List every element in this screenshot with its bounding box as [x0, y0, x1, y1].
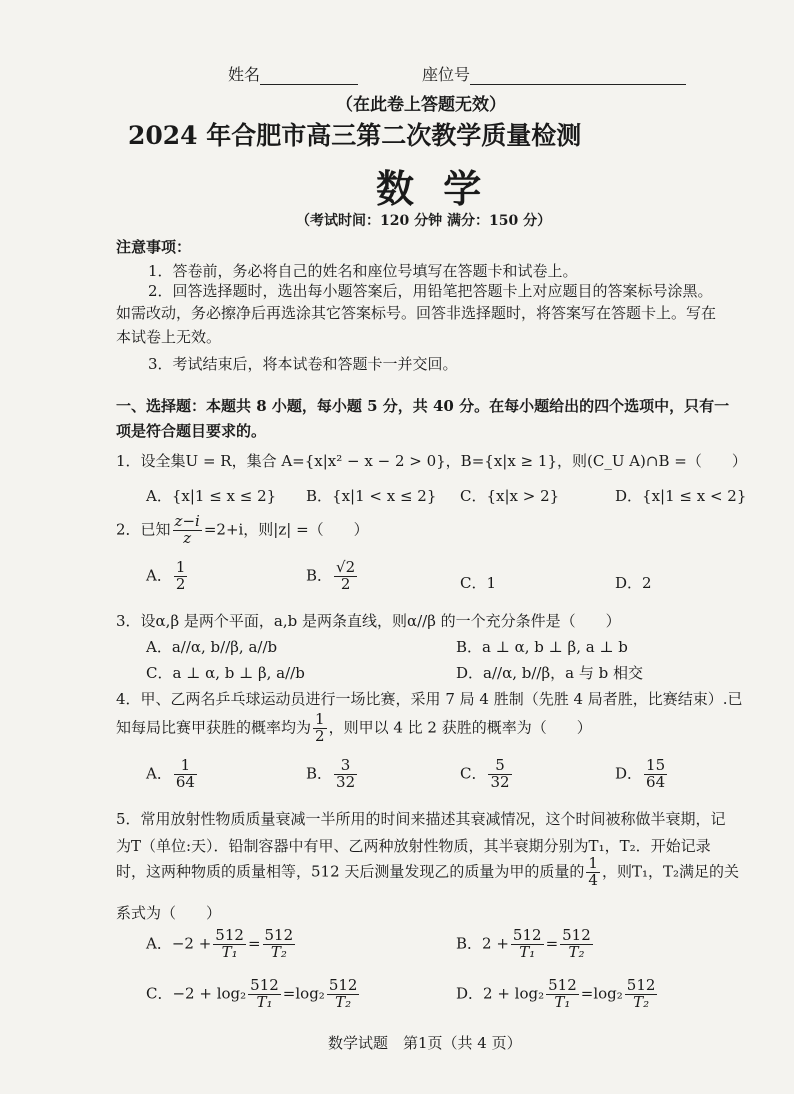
- option-label: B．: [306, 764, 333, 783]
- equals-sign: =: [545, 934, 559, 953]
- option-label: A．: [146, 934, 172, 953]
- no-answer-note: （在此卷上答题无效）: [336, 95, 506, 115]
- fraction-denominator: T₂: [633, 992, 650, 1011]
- equals-sign: =: [247, 934, 261, 953]
- question-4-line-2-post: ，则甲以 4 比 2 获胜的概率为（ ）: [328, 718, 592, 737]
- question-2-option-a: [146, 560, 189, 593]
- option-label: D．: [615, 764, 643, 783]
- option-fraction: [174, 560, 188, 593]
- question-2-stem-pre: 2．已知: [116, 520, 171, 539]
- question-3-option-d: D．a//α, b//β，a 与 b 相交: [456, 664, 643, 682]
- notice-item-3: 3．考试结束后，将本试卷和答题卡一并交回。: [148, 355, 458, 373]
- question-2-option-c: C．1: [460, 574, 497, 592]
- option-label: C．: [146, 984, 173, 1003]
- log-symbol: log₂: [593, 984, 623, 1003]
- question-2-option-b: [306, 560, 359, 593]
- seat-field: [422, 62, 686, 85]
- option-fraction: [334, 560, 357, 593]
- option-fraction: [644, 758, 667, 791]
- option-prefix: −2 + log₂: [172, 984, 247, 1003]
- fraction-denominator: 32: [490, 772, 510, 791]
- question-2-stem-post: =2+i，则|z| =（ ）: [203, 520, 369, 539]
- question-1-option-a: A．{x|1 ≤ x ≤ 2}: [146, 487, 277, 505]
- question-5-option-d: [456, 978, 659, 1011]
- question-5-line-3-post: ，则T₁，T₂满足的关: [601, 862, 739, 881]
- question-3-option-a: A．a//α, b//β, a//b: [146, 638, 278, 656]
- question-3-option-c: C．a ⊥ α, b ⊥ β, a//b: [146, 664, 305, 682]
- question-4-line-2: [116, 712, 592, 745]
- fraction-numerator: 3: [334, 758, 357, 775]
- option-fraction: [488, 758, 511, 791]
- fraction-numerator: z−i: [174, 512, 200, 530]
- question-2-fraction: [173, 514, 202, 547]
- fraction-numerator: 512: [250, 976, 279, 994]
- fraction-numerator: 15: [646, 756, 666, 774]
- fraction-denominator: T₁: [221, 942, 238, 961]
- equals-sign: =: [580, 984, 594, 1003]
- option-fraction: [174, 758, 197, 791]
- option-fraction: [334, 758, 357, 791]
- fraction-numerator: 1: [174, 758, 197, 775]
- fraction-denominator: 64: [175, 772, 195, 791]
- fraction-denominator: 2: [315, 726, 325, 745]
- question-5-line-3: [116, 856, 739, 889]
- fraction-numerator: 512: [548, 976, 577, 994]
- option-label: A．: [146, 764, 172, 783]
- option-fraction-left: [546, 978, 579, 1011]
- seat-label: 座位号: [422, 65, 471, 84]
- subject-title: 数 学: [376, 166, 490, 211]
- question-4-line-2-pre: 知每局比赛甲获胜的概率均为: [116, 718, 312, 737]
- fraction-denominator: T₂: [270, 942, 287, 961]
- question-1-option-c: C．{x|x > 2}: [460, 487, 560, 505]
- option-fraction-right: [263, 928, 296, 961]
- fraction-denominator: 4: [588, 870, 598, 889]
- notice-item-2-cont: 如需改动，务必擦净后再选涂其它答案标号。回答非选择题时，将答案写在答题卡上。写在: [116, 304, 717, 322]
- fraction-numerator: √2: [336, 558, 356, 576]
- fraction-denominator: 64: [646, 772, 666, 791]
- option-label: D．: [456, 984, 484, 1003]
- option-label: B．: [456, 934, 483, 953]
- question-4-option-a: [146, 758, 199, 791]
- fraction-denominator: 2: [175, 574, 186, 593]
- fraction-numerator: 1: [175, 558, 186, 576]
- fraction-denominator: T₂: [335, 992, 352, 1011]
- question-5-option-a: [146, 928, 297, 961]
- question-5-option-b: [456, 928, 595, 961]
- question-5-line-4: 系式为（ ）: [116, 904, 222, 922]
- option-label: A．: [146, 566, 172, 585]
- question-4-option-c: [460, 758, 514, 791]
- fraction-denominator: 2: [340, 574, 351, 593]
- fraction-denominator: 32: [336, 772, 356, 791]
- option-fraction-right: [560, 928, 593, 961]
- fraction-denominator: T₁: [519, 942, 536, 961]
- option-fraction-left: [213, 928, 246, 961]
- fraction-denominator: z: [183, 528, 192, 547]
- option-fraction-left: [248, 978, 281, 1011]
- equals-sign: =: [282, 984, 296, 1003]
- fraction-numerator: 5: [488, 758, 511, 775]
- fraction-numerator: 512: [626, 976, 656, 994]
- option-prefix: −2 +: [171, 934, 212, 953]
- question-2-option-d: D．2: [615, 574, 652, 592]
- fraction-numerator: 1: [588, 854, 598, 872]
- option-fraction-left: [511, 928, 544, 961]
- time-info: （考试时间：120 分钟 满分：150 分）: [296, 213, 552, 229]
- question-4-line-1: 4．甲、乙两名乒乓球运动员进行一场比赛，采用 7 局 4 胜制（先胜 4 局者胜，比赛结束）.已: [116, 690, 743, 708]
- fraction-numerator: 1: [315, 710, 325, 728]
- exam-title: 2024 年合肥市高三第二次教学质量检测: [128, 121, 582, 150]
- fraction-denominator: T₁: [256, 992, 273, 1011]
- notice-title: 注意事项：: [116, 238, 192, 256]
- option-fraction-right: [625, 978, 658, 1011]
- fraction-numerator: 512: [512, 926, 542, 944]
- fraction-numerator: 512: [215, 926, 244, 944]
- name-field: [228, 62, 358, 85]
- question-5-line-1: 5．常用放射性物质质量衰减一半所用的时间来描述其衰减情况，这个时间被称做半衰期，记: [116, 810, 726, 828]
- question-5-line-2: 为T（单位:天）．铅制容器中有甲、乙两种放射性物质，其半衰期分别为T₁，T₂．开始记录: [116, 837, 711, 855]
- question-3-option-b: B．a ⊥ α, b ⊥ β, a ⊥ b: [456, 638, 628, 656]
- question-4-probability: [313, 712, 327, 745]
- option-label: C．: [460, 764, 487, 783]
- question-3-stem: 3．设α,β 是两个平面，a,b 是两条直线，则α//β 的一个充分条件是（ ）: [116, 612, 621, 630]
- question-2-stem: [116, 514, 369, 547]
- fraction-numerator: 512: [328, 976, 358, 994]
- page-footer: 数学试题 第1页（共 4 页）: [328, 1034, 522, 1052]
- question-5-ratio: [586, 856, 600, 889]
- question-1-option-d: D．{x|1 ≤ x < 2}: [615, 487, 747, 505]
- question-5-option-c: [146, 978, 361, 1011]
- question-5-line-3-pre: 时，这两种物质的质量相等，512 天后测量发现乙的质量为甲的质量的: [116, 862, 585, 881]
- section-1-heading: 一、选择题：本题共 8 小题，每小题 5 分，共 40 分。在每小题给出的四个选项中，只有一: [116, 397, 730, 415]
- notice-item-2-end: 本试卷上无效。: [116, 328, 222, 346]
- fraction-numerator: 512: [562, 926, 591, 944]
- fraction-denominator: T₂: [568, 942, 585, 961]
- seat-blank: [470, 68, 686, 85]
- question-4-option-b: [306, 758, 359, 791]
- question-1-stem: 1．设全集U = R，集合 A={x|x² − x − 2 > 0}，B={x|x ≥ 1}，则(C_U A)∩B =（ ）: [116, 452, 747, 470]
- name-label: 姓名: [228, 65, 261, 84]
- section-1-heading-cont: 项是符合题目要求的。: [116, 422, 267, 440]
- option-label: B．: [306, 566, 333, 585]
- fraction-numerator: 512: [264, 926, 294, 944]
- log-symbol: log₂: [295, 984, 325, 1003]
- notice-item-2: 2．回答选择题时，选出每小题答案后，用铅笔把答题卡上对应题目的答案标号涂黑。: [148, 282, 713, 300]
- notice-item-1: 1．答卷前，务必将自己的姓名和座位号填写在答题卡和试卷上。: [148, 262, 578, 280]
- name-blank: [260, 68, 358, 85]
- option-prefix: 2 + log₂: [483, 984, 545, 1003]
- fraction-denominator: T₁: [554, 992, 571, 1011]
- option-prefix: 2 +: [482, 934, 509, 953]
- question-4-option-d: [615, 758, 669, 791]
- question-1-option-b: B．{x|1 < x ≤ 2}: [306, 487, 437, 505]
- option-fraction-right: [327, 978, 360, 1011]
